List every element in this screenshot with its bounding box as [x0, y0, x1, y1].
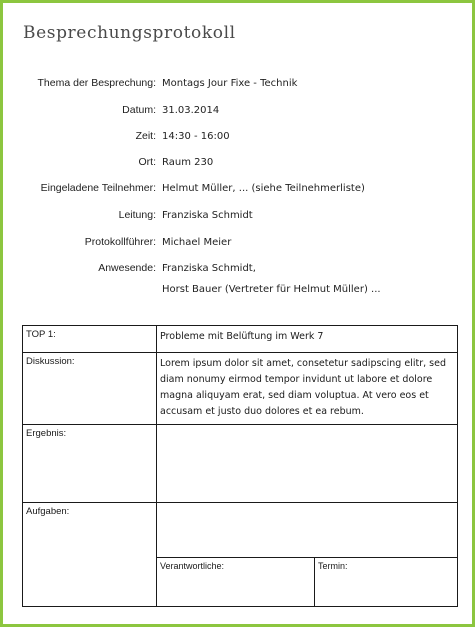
diskussion-text: Lorem ipsum dolor sit amet, consetetur sadipscing elitr, sed diam nonumy eirmod tempor invidunt ut labore et dolore magna aliquyam erat, sed diam voluptua. At vero eos et accusam et justo duo dolores et ea rebum. — [157, 353, 458, 425]
thema-value: Montags Jour Fixe - Technik — [162, 78, 298, 89]
aufgaben-assignment-row — [157, 558, 457, 606]
termin-label: Termin: — [318, 561, 348, 571]
aufgaben-label: Aufgaben: — [23, 503, 157, 607]
datum-label: Datum: — [122, 104, 156, 116]
top-table — [22, 325, 458, 607]
protokoll-value: Michael Meier — [162, 237, 232, 248]
zeit-value: 14:30 - 16:00 — [162, 131, 230, 142]
leitung-value: Franziska Schmidt — [162, 210, 253, 221]
ergebnis-field — [157, 425, 458, 503]
document-title: Besprechungsprotokoll — [23, 23, 236, 43]
top-number-label: TOP 1: — [23, 326, 157, 353]
verantwortliche-label: Verantwortliche: — [157, 558, 315, 606]
zeit-label: Zeit: — [135, 130, 156, 142]
anwesende-label: Anwesende: — [98, 262, 156, 274]
ergebnis-label: Ergebnis: — [23, 425, 157, 503]
anwesende-value-1: Franziska Schmidt, — [162, 263, 256, 274]
aufgaben-text-area — [157, 503, 457, 558]
ort-value: Raum 230 — [162, 157, 214, 168]
protokoll-label: Protokollführer: — [84, 236, 156, 248]
aufgaben-field — [157, 503, 458, 607]
diskussion-label: Diskussion: — [23, 353, 157, 425]
top-subject: Probleme mit Belüftung im Werk 7 — [157, 326, 458, 353]
datum-value: 31.03.2014 — [162, 105, 220, 116]
eingeladen-value: Helmut Müller, ... (siehe Teilnehmerliste) — [162, 183, 365, 194]
ort-label: Ort: — [138, 156, 156, 168]
aufgaben-split — [157, 503, 457, 606]
thema-label: Thema der Besprechung: — [37, 77, 156, 89]
eingeladen-label: Eingeladene Teilnehmer: — [40, 182, 156, 194]
anwesende-value-2: Horst Bauer (Vertreter für Helmut Müller) ... — [162, 284, 381, 295]
leitung-label: Leitung: — [118, 209, 156, 221]
